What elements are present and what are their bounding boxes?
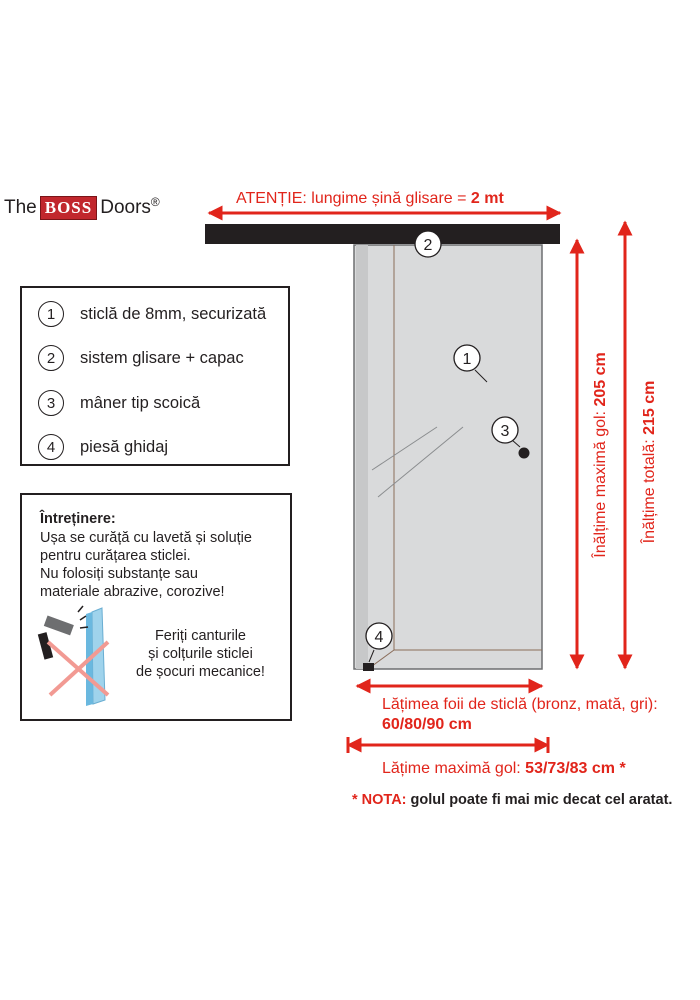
legend-number: 4 xyxy=(38,434,64,460)
legend-label: piesă ghidaj xyxy=(80,437,169,456)
gap-height-label xyxy=(590,352,609,558)
legend-item xyxy=(38,345,244,371)
maintenance-box xyxy=(20,493,292,721)
gap-height-value: 205 cm xyxy=(592,352,609,407)
gap-width-value: 53/73/83 cm * xyxy=(525,760,626,777)
handle-icon xyxy=(519,448,530,459)
legend-item xyxy=(38,301,266,327)
total-height-value: 215 cm xyxy=(641,380,658,435)
rail-length-value: 2 mt xyxy=(470,190,504,207)
maintenance-text xyxy=(40,529,290,601)
callout-1-number: 1 xyxy=(462,351,472,368)
callout-3-number: 3 xyxy=(500,423,510,440)
legend-number: 1 xyxy=(38,301,64,327)
gap-height-text: Înălțime maximă gol: xyxy=(592,406,609,558)
legend-number: 3 xyxy=(38,390,64,416)
note-text: golul poate fi mai mic decat cel aratat. xyxy=(406,792,673,808)
total-height-label xyxy=(639,381,658,545)
gap-width-label xyxy=(382,760,626,778)
maintenance-line: Nu folosiți substanțe sau xyxy=(40,566,198,582)
warning-line: și colțurile sticlei xyxy=(148,646,253,662)
note xyxy=(352,792,672,808)
total-height-text: Înălțime totală: xyxy=(641,434,658,544)
maintenance-warning xyxy=(136,627,265,681)
guide-piece-icon xyxy=(363,663,374,671)
glass-width-value: 60/80/90 cm xyxy=(382,716,472,733)
warning-line: de șocuri mecanice! xyxy=(136,664,265,680)
brand-name: BOSS xyxy=(40,196,97,220)
legend-number: 2 xyxy=(38,345,64,371)
maintenance-line: pentru curățarea sticlei. xyxy=(40,548,191,564)
legend-label: mâner tip scoică xyxy=(80,393,201,412)
glass-edge xyxy=(356,245,368,669)
glass-panel xyxy=(354,245,542,669)
maintenance-title: Întreținere: xyxy=(40,511,116,527)
sliding-rail xyxy=(205,224,560,244)
callout-2-number: 2 xyxy=(423,237,433,254)
brand-prefix: The xyxy=(4,197,37,218)
legend-label: sistem glisare + capac xyxy=(80,348,244,367)
legend-label: sticlă de 8mm, securizată xyxy=(80,304,267,323)
brand-suffix: Doors xyxy=(100,197,151,218)
note-label: * NOTA: xyxy=(352,792,407,808)
brand-registered-mark: ® xyxy=(150,195,160,209)
gap-width-text: Lățime maximă gol: xyxy=(382,760,526,777)
legend-item xyxy=(38,390,200,416)
glass-width-text: Lățimea foii de sticlă (bronz, mată, gri): xyxy=(382,696,658,713)
rail-length-note xyxy=(236,190,504,208)
maintenance-line: Ușa se curăță cu lavetă și soluție xyxy=(40,530,252,546)
rail-length-text: ATENȚIE: lungime șină glisare = xyxy=(236,190,471,207)
legend-box xyxy=(20,286,290,466)
glass-width-label xyxy=(382,696,658,734)
warning-line: Feriți canturile xyxy=(154,628,246,644)
legend-item xyxy=(38,434,168,460)
callout-4-number: 4 xyxy=(374,629,384,646)
maintenance-line: materiale abrazive, corozive! xyxy=(40,584,225,600)
